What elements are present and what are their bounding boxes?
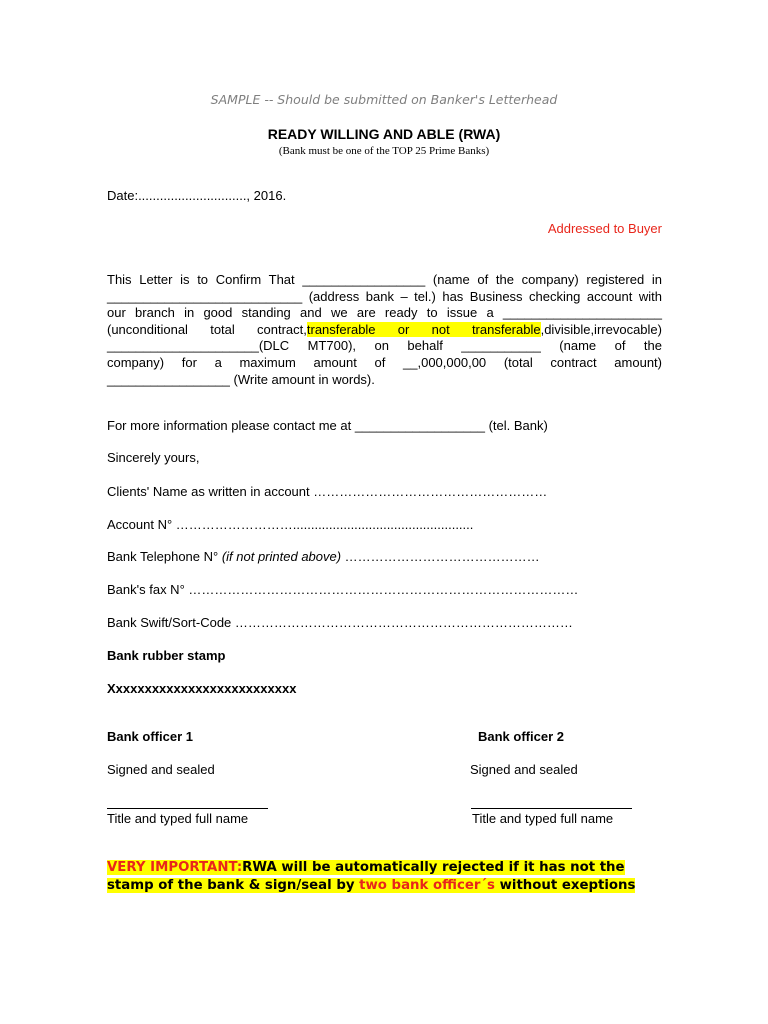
- addressed-to: Addressed to Buyer: [547, 221, 662, 236]
- officer-1-title: Title and typed full name: [107, 811, 249, 826]
- date-line: Date:.............................., 2016.: [107, 188, 287, 203]
- document-title: READY WILLING AND ABLE (RWA): [267, 126, 501, 142]
- account-number-field: Account N° ………………………..................................................: [107, 517, 474, 532]
- body-line: our branch in good standing and we are ready to issue a ______________________: [107, 305, 662, 321]
- important-notice: [107, 859, 663, 895]
- bank-telephone-field: [107, 549, 540, 566]
- document-subtitle: (Bank must be one of the TOP 25 Prime Banks): [278, 145, 490, 157]
- sample-note: SAMPLE -- Should be submitted on Banker's Letterhead: [210, 92, 558, 107]
- body-line: This Letter is to Confirm That _________________ (name of the company) registered in: [107, 272, 662, 287]
- body-line: _____________________(DLC MT700), on behalf ___________ (name of the: [107, 338, 662, 354]
- bank-telephone-note: (if not printed above): [221, 549, 342, 564]
- officer-1-label: Bank officer 1: [107, 729, 193, 744]
- bank-telephone-dots: ………………………………………: [341, 549, 540, 564]
- body-line: [107, 322, 662, 339]
- important-line-2: [107, 877, 663, 895]
- closing: Sincerely yours,: [107, 450, 200, 465]
- bank-fax-field: Bank's fax N° ………………………………………………………………………………: [107, 582, 579, 597]
- body-line: company) for a maximum amount of __,000,000,00 (total contract amount): [107, 354, 662, 370]
- body-line-part: (unconditional total contract,: [107, 321, 307, 337]
- officer-1-signature-line: [107, 808, 268, 809]
- important-text: stamp of the bank & sign/seal by: [107, 878, 360, 893]
- client-name-field: Clients' Name as written in account ………………………………………………: [107, 484, 548, 499]
- body-paragraph: [107, 272, 662, 388]
- body-line-part: ,divisible,irrevocable): [540, 321, 662, 337]
- officer-2-signature-line: [471, 808, 632, 809]
- important-prefix: VERY IMPORTANT:: [107, 860, 243, 875]
- stamp-placeholder: Xxxxxxxxxxxxxxxxxxxxxxxxxx: [107, 681, 297, 696]
- officer-1-signed: Signed and sealed: [107, 762, 215, 777]
- bank-swift-field: Bank Swift/Sort-Code ……………………………………………………………………: [107, 615, 573, 630]
- officer-2-label: Bank officer 2: [478, 729, 564, 744]
- stamp-label: Bank rubber stamp: [107, 648, 226, 663]
- important-text: RWA will be automatically rejected if it has not the: [242, 860, 625, 875]
- officer-2-title: Title and typed full name: [472, 811, 614, 826]
- highlighted-text: transferable or not transferable: [306, 321, 541, 337]
- bank-telephone-label: Bank Telephone N°: [107, 549, 222, 564]
- contact-line: For more information please contact me at __________________ (tel. Bank): [107, 418, 548, 433]
- body-line: ___________________________ (address bank – tel.) has Business checking account with: [107, 288, 662, 304]
- important-red-text: two bank officer´s: [359, 878, 495, 893]
- body-line: _________________ (Write amount in words).: [107, 371, 375, 387]
- officer-2-signed: Signed and sealed: [470, 762, 578, 777]
- important-line-1: [107, 859, 663, 877]
- important-text: without exeptions: [494, 878, 636, 893]
